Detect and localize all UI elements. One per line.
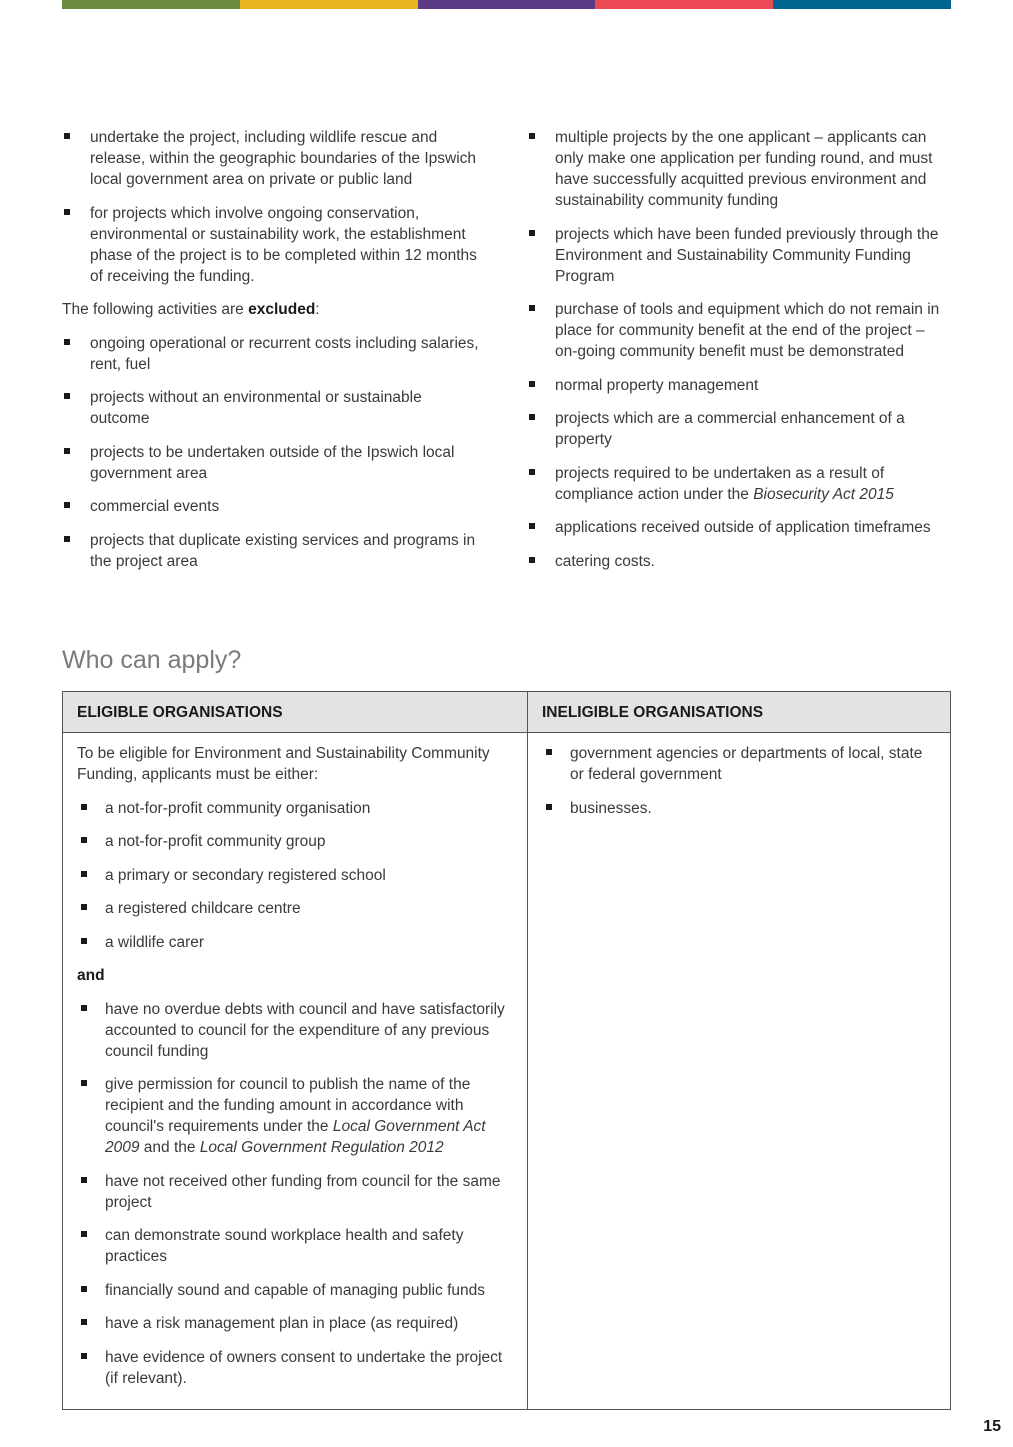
list-item: ongoing operational or recurrent costs including salaries, rent, fuel	[62, 333, 482, 375]
list-item: a not-for-profit community organisation	[77, 798, 513, 819]
list-item: undertake the project, including wildlife rescue and release, within the geographic boundaries of the Ipswich local government area on private or public land	[62, 127, 482, 190]
conditions-list	[62, 127, 482, 287]
left-column	[62, 127, 482, 584]
list-item: normal property management	[527, 375, 951, 396]
color-bar	[62, 0, 951, 9]
and-label: and	[77, 967, 105, 984]
bullet-icon	[529, 381, 535, 387]
color-bar-segment	[418, 0, 596, 9]
bullet-icon	[529, 557, 535, 563]
page-number: 15	[983, 1418, 1001, 1435]
list-item: multiple projects by the one applicant – applicants can only make one application per funding round, and must have successfully acquitted previous environment and sustainability community funding	[527, 127, 951, 211]
list-item: a registered childcare centre	[77, 898, 513, 919]
list-item: projects which have been funded previously through the Environment and Sustainability Community Funding Program	[527, 224, 951, 287]
list-item: give permission for council to publish the name of the recipient and the funding amount in accordance with council's requirements under the Local Government Act 2009 and the Local Government Regulation 2012	[77, 1074, 513, 1158]
list-item: projects without an environmental or sustainable outcome	[62, 387, 482, 429]
list-item: a not-for-profit community group	[77, 831, 513, 852]
color-bar-segment	[773, 0, 951, 9]
eligible-types-list	[77, 798, 513, 953]
bullet-icon	[81, 837, 87, 843]
bullet-icon	[529, 230, 535, 236]
bullet-icon	[529, 133, 535, 139]
section-heading: Who can apply?	[62, 646, 242, 674]
requirements-list	[77, 999, 513, 1389]
bullet-icon	[81, 1286, 87, 1292]
list-item: projects which are a commercial enhancement of a property	[527, 408, 951, 450]
list-item: have not received other funding from council for the same project	[77, 1171, 513, 1213]
list-item: have a risk management plan in place (as required)	[77, 1313, 513, 1334]
ineligible-cell	[528, 733, 951, 1410]
list-item: catering costs.	[527, 551, 951, 572]
list-item: have evidence of owners consent to undertake the project (if relevant).	[77, 1347, 513, 1389]
list-item: projects to be undertaken outside of the Ipswich local government area	[62, 442, 482, 484]
right-column	[527, 127, 951, 584]
bullet-icon	[81, 904, 87, 910]
ineligible-header: INELIGIBLE ORGANISATIONS	[528, 692, 951, 733]
bullet-icon	[64, 339, 70, 345]
table-header-row	[63, 692, 951, 733]
list-item: commercial events	[62, 496, 482, 517]
list-item: projects required to be undertaken as a result of compliance action under the Biosecurity Act 2015	[527, 463, 951, 505]
list-item: applications received outside of application timeframes	[527, 517, 951, 538]
color-bar-segment	[240, 0, 418, 9]
bullet-icon	[64, 448, 70, 454]
table-row	[63, 733, 951, 1410]
bullet-icon	[546, 749, 552, 755]
list-item: purchase of tools and equipment which do not remain in place for community benefit at the end of the project – on-going community benefit must be demonstrated	[527, 299, 951, 362]
organisations-table	[62, 691, 951, 1410]
bullet-icon	[546, 804, 552, 810]
bullet-icon	[529, 305, 535, 311]
color-bar-segment	[62, 0, 240, 9]
eligible-intro: To be eligible for Environment and Sustainability Community Funding, applicants must be either:	[77, 745, 490, 783]
bullet-icon	[81, 1080, 87, 1086]
eligible-header: ELIGIBLE ORGANISATIONS	[63, 692, 528, 733]
bullet-icon	[64, 209, 70, 215]
list-item: have no overdue debts with council and have satisfactorily accounted to council for the expenditure of any previous council funding	[77, 999, 513, 1062]
excluded-list	[62, 333, 482, 572]
bullet-icon	[81, 1319, 87, 1325]
bullet-icon	[529, 469, 535, 475]
bullet-icon	[64, 393, 70, 399]
bullet-icon	[81, 1005, 87, 1011]
list-item: financially sound and capable of managing public funds	[77, 1280, 513, 1301]
bullet-icon	[529, 523, 535, 529]
excluded-intro: The following activities are excluded:	[62, 301, 320, 318]
bullet-icon	[81, 1353, 87, 1359]
bullet-icon	[64, 133, 70, 139]
list-item: can demonstrate sound workplace health and safety practices	[77, 1225, 513, 1267]
bullet-icon	[529, 414, 535, 420]
bullet-icon	[81, 804, 87, 810]
bullet-icon	[81, 1231, 87, 1237]
list-item: projects that duplicate existing services and programs in the project area	[62, 530, 482, 572]
list-item: for projects which involve ongoing conservation, environmental or sustainability work, the establishment phase of the project is to be completed within 12 months of receiving the funding.	[62, 203, 482, 287]
ineligible-list	[542, 743, 936, 819]
color-bar-segment	[595, 0, 773, 9]
list-item: a primary or secondary registered school	[77, 865, 513, 886]
list-item: a wildlife carer	[77, 932, 513, 953]
excluded-list-continued	[527, 127, 951, 572]
bullet-icon	[64, 536, 70, 542]
bullet-icon	[81, 1177, 87, 1183]
list-item: businesses.	[542, 798, 936, 819]
bullet-icon	[81, 871, 87, 877]
bullet-icon	[81, 938, 87, 944]
list-item: government agencies or departments of local, state or federal government	[542, 743, 936, 785]
eligible-cell	[63, 733, 528, 1410]
bullet-icon	[64, 502, 70, 508]
